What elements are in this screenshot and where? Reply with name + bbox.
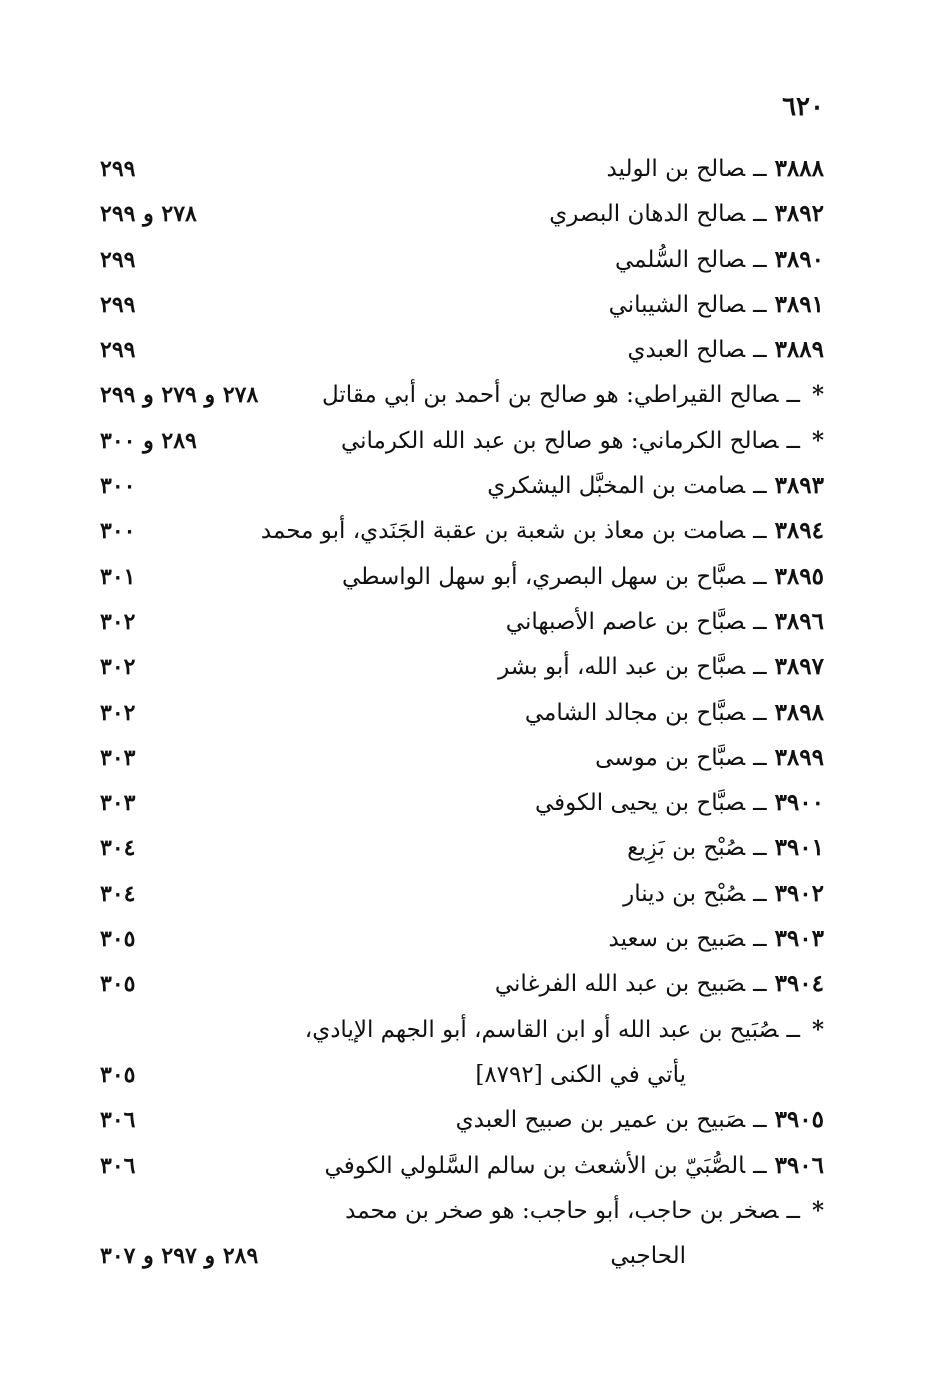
entry-pages: ٣٠٥	[100, 1061, 136, 1088]
entry-number: ٣٩٠٣	[774, 925, 824, 953]
cross-ref-star: *	[811, 1196, 824, 1224]
index-entry	[0, 650, 936, 695]
index-entry	[0, 605, 936, 650]
index-entry	[0, 378, 936, 423]
dash: ــ	[753, 654, 767, 681]
cross-ref-star: *	[811, 1015, 824, 1043]
dash: ــ	[753, 291, 767, 318]
entry-pages: ٢٩٩	[100, 291, 136, 318]
cross-ref-star: *	[811, 381, 824, 409]
index-entry	[0, 1013, 936, 1058]
entry-name: صالح السُّلمي	[614, 246, 746, 273]
entry-pages: ٢٧٨ و ٢٩٩	[100, 201, 197, 228]
entry-pages: ٣٠٤	[100, 880, 136, 907]
entry-pages: ٢٩٩	[100, 337, 136, 364]
entry-pages: ٣٠٢	[100, 608, 136, 635]
entry-name: صالح القيراطي: هو صالح بن أحمد بن أبي مقاتل	[321, 382, 779, 409]
page-number: ٦٢٠	[782, 92, 824, 122]
entry-name: يأتي في الكنى [٨٧٩٢]	[475, 1061, 686, 1088]
entry-name: صالح العبدي	[627, 337, 746, 364]
entry-name: صبَّاح بن مجالد الشامي	[524, 699, 746, 726]
entry-pages: ٣٠٥	[100, 926, 136, 953]
entry-pages: ٣٠٥	[100, 971, 136, 998]
index-entry	[0, 696, 936, 741]
dash: ــ	[786, 427, 800, 454]
entry-name: صالح بن الوليد	[606, 156, 746, 182]
entry-name: صالح الكرماني: هو صالح بن عبد الله الكرماني	[340, 427, 779, 454]
index-entry	[0, 741, 936, 786]
entry-pages: ٢٩٩	[100, 246, 136, 273]
entry-number: ٣٨٩٩	[774, 743, 824, 771]
index-entry	[0, 288, 936, 333]
entry-number: ٣٩٠٠	[774, 789, 824, 817]
entry-number: ٣٨٩٤	[774, 517, 824, 545]
entry-number: ٣٨٩٥	[774, 562, 824, 590]
entry-name: الحاجبي	[610, 1243, 686, 1270]
entry-pages: ٣٠٦	[100, 1107, 136, 1134]
entry-number: ٣٨٨٩	[774, 336, 824, 364]
dash: ــ	[753, 337, 767, 364]
entry-name: صامت بن معاذ بن شعبة بن عقبة الجَنَدي، أبو محمد	[260, 518, 746, 545]
entry-number: ٣٨٩٢	[774, 200, 824, 228]
index-entry	[0, 514, 936, 559]
entry-pages: ٣٠٣	[100, 744, 136, 771]
entry-pages: ٢٧٨ و ٢٧٩ و ٢٩٩	[100, 382, 259, 409]
entry-number: ٣٩٠٤	[774, 970, 824, 998]
dash: ــ	[753, 744, 767, 771]
dash: ــ	[753, 201, 767, 228]
dash: ــ	[786, 382, 800, 409]
entry-number: ٣٨٩٧	[774, 653, 824, 681]
cross-ref-star: *	[811, 426, 824, 454]
index-entry	[0, 786, 936, 831]
dash: ــ	[786, 1016, 800, 1043]
entry-name: صَبيح بن عبد الله الفرغاني	[494, 971, 746, 998]
entry-number: ٣٨٩٨	[774, 698, 824, 726]
dash: ــ	[753, 473, 767, 500]
index-entry	[0, 922, 936, 967]
entry-name: صبَّاح بن موسى	[595, 744, 746, 771]
index-entry-continuation	[0, 1058, 936, 1103]
entry-name: صُبْح بن دينار	[623, 880, 746, 907]
entry-number: ٣٨٨٨	[774, 155, 824, 182]
index-entry	[0, 333, 936, 378]
dash: ــ	[753, 971, 767, 998]
entry-number: ٣٨٩٠	[774, 245, 824, 273]
index-entry	[0, 560, 936, 605]
dash: ــ	[753, 1107, 767, 1134]
entry-name: صالح الدهان البصري	[549, 201, 746, 228]
dash: ــ	[753, 790, 767, 817]
entry-pages: ٣٠٢	[100, 654, 136, 681]
entry-name: صَبيح بن سعيد	[608, 926, 746, 953]
index-entry	[0, 877, 936, 922]
entry-number: ٣٩٠١	[774, 834, 824, 862]
index-entry	[0, 424, 936, 469]
entry-number: ٣٨٩٦	[774, 607, 824, 635]
dash: ــ	[753, 926, 767, 953]
index-entry	[0, 152, 936, 197]
index-entry	[0, 1103, 936, 1148]
dash: ــ	[753, 1152, 767, 1179]
index-entry	[0, 469, 936, 514]
entry-name: صخر بن حاجب، أبو حاجب: هو صخر بن محمد	[345, 1197, 779, 1224]
entry-pages: ٢٨٩ و ٢٩٧ و ٣٠٧	[100, 1243, 259, 1270]
entry-pages: ٣٠٣	[100, 790, 136, 817]
dash: ــ	[753, 835, 767, 862]
index-entries	[0, 152, 936, 1284]
index-entry	[0, 1149, 936, 1194]
dash: ــ	[753, 608, 767, 635]
entry-name: الصُّبَيّ بن الأشعث بن سالم السَّلولي الكوفي	[324, 1152, 746, 1179]
dash: ــ	[753, 563, 767, 590]
dash: ــ	[753, 518, 767, 545]
entry-name: صبَّاح بن يحيى الكوفي	[535, 790, 746, 817]
index-entry-continuation	[0, 1239, 936, 1284]
dash: ــ	[753, 156, 767, 182]
entry-number: ٣٨٩٣	[774, 472, 824, 500]
index-entry	[0, 197, 936, 242]
entry-name: صبَّاح بن سهل البصري، أبو سهل الواسطي	[341, 563, 746, 590]
entry-name: صبَّاح بن عبد الله، أبو بشر	[498, 654, 746, 681]
dash: ــ	[753, 246, 767, 273]
entry-pages: ٣٠٦	[100, 1152, 136, 1179]
index-entry	[0, 243, 936, 288]
entry-number: ٣٩٠٦	[774, 1151, 824, 1179]
dash: ــ	[753, 880, 767, 907]
entry-number: ٣٨٩١	[774, 290, 824, 318]
entry-pages: ٣٠٢	[100, 699, 136, 726]
index-entry	[0, 1194, 936, 1239]
entry-name: صُبَيح بن عبد الله أو ابن القاسم، أبو الجهم الإيادي،	[304, 1016, 779, 1043]
entry-name: صَبيح بن عمير بن صبيح العبدي	[455, 1107, 746, 1134]
entry-pages: ٣٠١	[100, 563, 136, 590]
index-entry	[0, 967, 936, 1012]
dash: ــ	[786, 1197, 800, 1224]
entry-name: صُبْح بن بَزِيع	[627, 835, 746, 862]
entry-name: صبَّاح بن عاصم الأصبهاني	[505, 608, 746, 635]
dash: ــ	[753, 699, 767, 726]
entry-name: صامت بن المخبَّل اليشكري	[487, 473, 746, 500]
index-entry	[0, 831, 936, 876]
entry-pages: ٣٠٠	[100, 518, 136, 545]
entry-pages: ٢٩٩	[100, 156, 136, 182]
entry-number: ٣٩٠٢	[774, 879, 824, 907]
entry-name: صالح الشيباني	[608, 291, 746, 318]
entry-pages: ٣٠٤	[100, 835, 136, 862]
entry-number: ٣٩٠٥	[774, 1106, 824, 1134]
entry-pages: ٢٨٩ و ٣٠٠	[100, 427, 197, 454]
entry-pages: ٣٠٠	[100, 473, 136, 500]
